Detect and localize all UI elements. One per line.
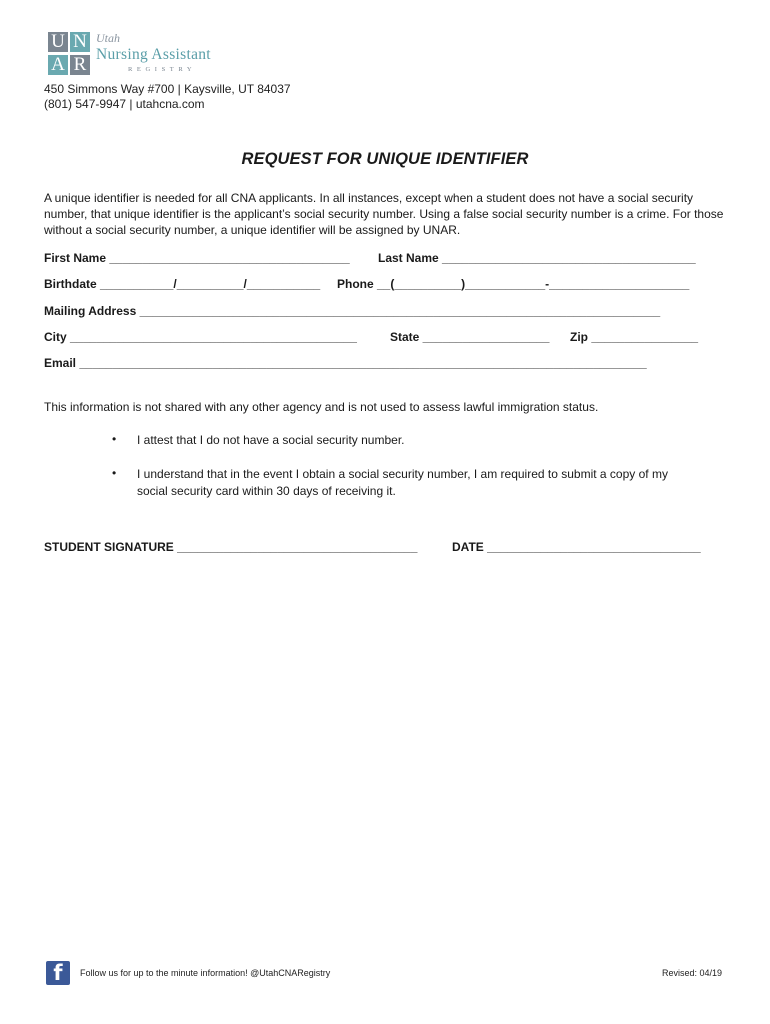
- city-field[interactable]: City ___________________________________________: [44, 330, 357, 344]
- first-name-field[interactable]: First Name ____________________________________: [44, 251, 350, 265]
- page-title: REQUEST FOR UNIQUE IDENTIFIER: [241, 150, 529, 168]
- address-line-1: 450 Simmons Way #700 | Kaysville, UT 84037: [44, 82, 291, 96]
- revised-date: Revised: 04/19: [661, 968, 722, 978]
- logo-letter-u: U: [48, 32, 68, 52]
- state-field[interactable]: State ___________________: [390, 330, 550, 344]
- bullet-marker: •: [112, 432, 117, 446]
- logo-utah-text: Utah: [96, 31, 120, 45]
- footer-follow-text: Follow us for up to the minute information! @UtahCNARegistry: [80, 968, 331, 978]
- bullet-marker: •: [112, 466, 117, 480]
- address-line-2: (801) 547-9947 | utahcna.com: [44, 97, 205, 111]
- name-row: [44, 251, 724, 267]
- zip-field[interactable]: Zip ________________: [570, 330, 699, 344]
- logo-letter-n: N: [70, 32, 90, 52]
- logo-letter-a: A: [48, 55, 68, 75]
- understand-statement: I understand that in the event I obtain a social security number, I am required to submit a copy of my social security card within 30 days of receiving it.: [137, 467, 668, 498]
- phone-field[interactable]: Phone __(__________)____________-_____________________: [337, 277, 690, 291]
- birthdate-field[interactable]: Birthdate ___________/__________/___________: [44, 277, 321, 291]
- logo-letter-r: R: [70, 55, 90, 75]
- intro-paragraph: A unique identifier is needed for all CNA applicants. In all instances, except when a student does not have a social security number, that unique identifier is the applicant’s social security number. Using a false social security number is a crime. For those without a social security number, a unique identifier will be assigned by UNAR.: [44, 191, 724, 237]
- date-field[interactable]: DATE ________________________________: [452, 540, 701, 554]
- logo-name-text: Nursing Assistant: [96, 46, 211, 63]
- privacy-note: This information is not shared with any other agency and is not used to assess lawful immigration status.: [44, 400, 599, 414]
- attest-statement: I attest that I do not have a social security number.: [137, 433, 405, 447]
- mailing-address-field[interactable]: Mailing Address ______________________________________________________________________________: [44, 304, 661, 318]
- email-field[interactable]: Email _____________________________________________________________________________________: [44, 356, 647, 370]
- facebook-icon-letter: f: [53, 961, 63, 985]
- mailing-address-row: [44, 304, 724, 320]
- last-name-field[interactable]: Last Name ______________________________________: [378, 251, 696, 265]
- student-signature-field[interactable]: STUDENT SIGNATURE ____________________________________: [44, 540, 418, 554]
- birthdate-phone-row: [44, 277, 724, 293]
- email-row: [44, 356, 724, 372]
- city-state-zip-row: [44, 330, 724, 346]
- logo-registry-text: REGISTRY: [128, 66, 197, 73]
